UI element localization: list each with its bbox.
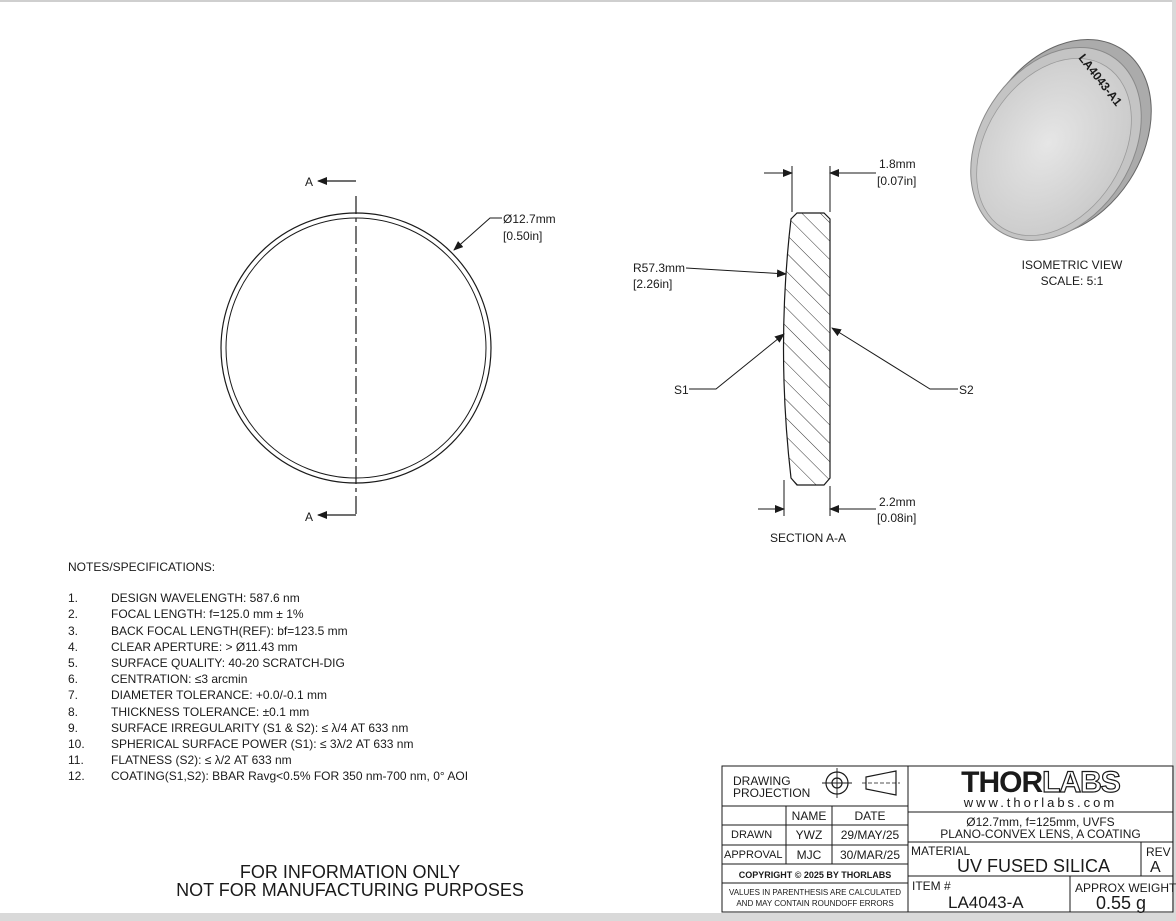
- note-text: CENTRATION: ≤3 arcmin: [111, 672, 248, 687]
- note-item: [68, 623, 468, 639]
- radius-leader: [686, 268, 786, 274]
- section-caption: SECTION A-A: [769, 531, 847, 545]
- note-text: DESIGN WAVELENGTH: 587.6 nm: [111, 591, 300, 606]
- note-item: [68, 590, 468, 606]
- edge-thickness-in-label: [0.08in]: [877, 511, 917, 525]
- note-number: 6.: [68, 672, 79, 687]
- note-number: 1.: [68, 591, 79, 606]
- notes-block: [68, 559, 468, 785]
- s2-leader: [832, 328, 958, 389]
- note-text: DIAMETER TOLERANCE: +0.0/-0.1 mm: [111, 688, 327, 703]
- rev-label: REV: [1146, 845, 1171, 859]
- drawn-date: 29/MAY/25: [840, 828, 900, 842]
- note-item: [68, 768, 468, 784]
- logo-part-2: LABS: [1042, 766, 1120, 799]
- note-text: SURFACE QUALITY: 40-20 SCRATCH-DIG: [111, 656, 345, 671]
- website: www.thorlabs.com: [963, 795, 1118, 810]
- note-item: [68, 639, 468, 655]
- note-text: BACK FOCAL LENGTH(REF): bf=123.5 mm: [111, 623, 348, 638]
- s1-leader: [689, 334, 784, 389]
- material-label: MATERIAL: [911, 844, 971, 858]
- weight-value: 0.55 g: [1096, 893, 1147, 913]
- note-text: COATING(S1,S2): BBAR Ravg<0.5% FOR 350 nm-700 nm, 0° AOI: [111, 769, 469, 784]
- disclaimer-line-1: VALUES IN PARENTHESIS ARE CALCULATED: [728, 888, 902, 897]
- center-thickness-in-label: [0.07in]: [877, 174, 917, 188]
- weight-label: APPROX WEIGHT: [1075, 881, 1176, 895]
- note-text: SPHERICAL SURFACE POWER (S1): ≤ 3λ/2 AT 633 nm: [111, 737, 414, 752]
- diameter-in-label: [0.50in]: [503, 229, 543, 243]
- note-text: THICKNESS TOLERANCE: ±0.1 mm: [111, 704, 310, 719]
- note-number: 7.: [68, 688, 79, 703]
- note-number: 2.: [68, 607, 79, 622]
- note-number: 11.: [68, 753, 84, 768]
- note-item: [68, 655, 468, 671]
- section-view: [633, 157, 974, 545]
- item-value: LA4043-A: [948, 893, 1024, 912]
- note-text: CLEAR APERTURE: > Ø11.43 mm: [111, 639, 298, 654]
- iso-title: ISOMETRIC VIEW: [1021, 258, 1123, 272]
- note-item: [68, 704, 468, 720]
- note-number: 8.: [68, 704, 79, 719]
- description-line-2: PLANO-CONVEX LENS, A COATING: [940, 827, 1141, 841]
- edge-thickness-mm-label: 2.2mm: [879, 495, 916, 509]
- s1-label: S1: [674, 383, 689, 397]
- note-item: [68, 752, 468, 768]
- material-value: UV FUSED SILICA: [957, 856, 1111, 876]
- note-item: [68, 606, 468, 622]
- radius-in-label: [2.26in]: [633, 277, 673, 291]
- s2-label: S2: [959, 383, 974, 397]
- center-thickness-mm-label: 1.8mm: [879, 157, 916, 171]
- information-notice: [150, 863, 550, 899]
- projection-label-2: PROJECTION: [733, 786, 811, 800]
- diameter-mm-label: Ø12.7mm: [503, 212, 556, 226]
- approval-name: MJC: [796, 848, 822, 862]
- note-item: [68, 687, 468, 703]
- section-marker-bottom: A: [305, 510, 314, 524]
- note-text: SURFACE IRREGULARITY (S1 & S2): ≤ λ/4 AT 633 nm: [111, 720, 409, 735]
- info-line-2: NOT FOR MANUFACTURING PURPOSES: [176, 880, 524, 900]
- note-item: [68, 671, 468, 687]
- drawn-label: DRAWN: [731, 829, 773, 841]
- note-text: FLATNESS (S2): ≤ λ/2 AT 633 nm: [111, 753, 292, 768]
- notes-heading: NOTES/SPECIFICATIONS:: [68, 560, 216, 574]
- copyright: COPYRIGHT © 2025 BY THORLABS: [738, 870, 892, 880]
- disclaimer-line-2: AND MAY CONTAIN ROUNDOFF ERRORS: [736, 899, 894, 908]
- col-date-header: DATE: [854, 809, 886, 823]
- approval-label: APPROVAL: [724, 849, 783, 861]
- notes-list: [68, 590, 468, 784]
- note-number: 3.: [68, 623, 79, 638]
- note-number: 9.: [68, 720, 79, 735]
- drawn-name: YWZ: [795, 828, 823, 842]
- note-number: 5.: [68, 656, 79, 671]
- radius-mm-label: R57.3mm: [633, 261, 686, 275]
- note-number: 10.: [68, 737, 85, 752]
- item-label: ITEM #: [912, 879, 951, 893]
- logo-part-1: THOR: [961, 766, 1043, 799]
- iso-scale: SCALE: 5:1: [1040, 274, 1104, 288]
- note-number: 4.: [68, 639, 79, 654]
- col-name-header: NAME: [791, 809, 827, 823]
- section-marker-top: A: [305, 175, 314, 189]
- description-line-1: Ø12.7mm, f=125mm, UVFS: [966, 815, 1115, 829]
- rev-value: A: [1150, 859, 1161, 876]
- iso-engraving: LA4043-A1: [1075, 51, 1125, 109]
- front-view: [221, 175, 556, 524]
- isometric-view: [936, 7, 1176, 288]
- info-line-1: FOR INFORMATION ONLY: [239, 862, 461, 882]
- projection-label-1: DRAWING: [733, 774, 791, 788]
- note-number: 12.: [68, 769, 85, 784]
- approval-date: 30/MAR/25: [839, 848, 901, 862]
- diameter-leader: [454, 218, 502, 250]
- note-item: [68, 736, 468, 752]
- note-item: [68, 720, 468, 736]
- projection-symbols: [822, 768, 900, 798]
- note-text: FOCAL LENGTH: f=125.0 mm ± 1%: [111, 607, 304, 622]
- lens-cross-section: [784, 213, 831, 485]
